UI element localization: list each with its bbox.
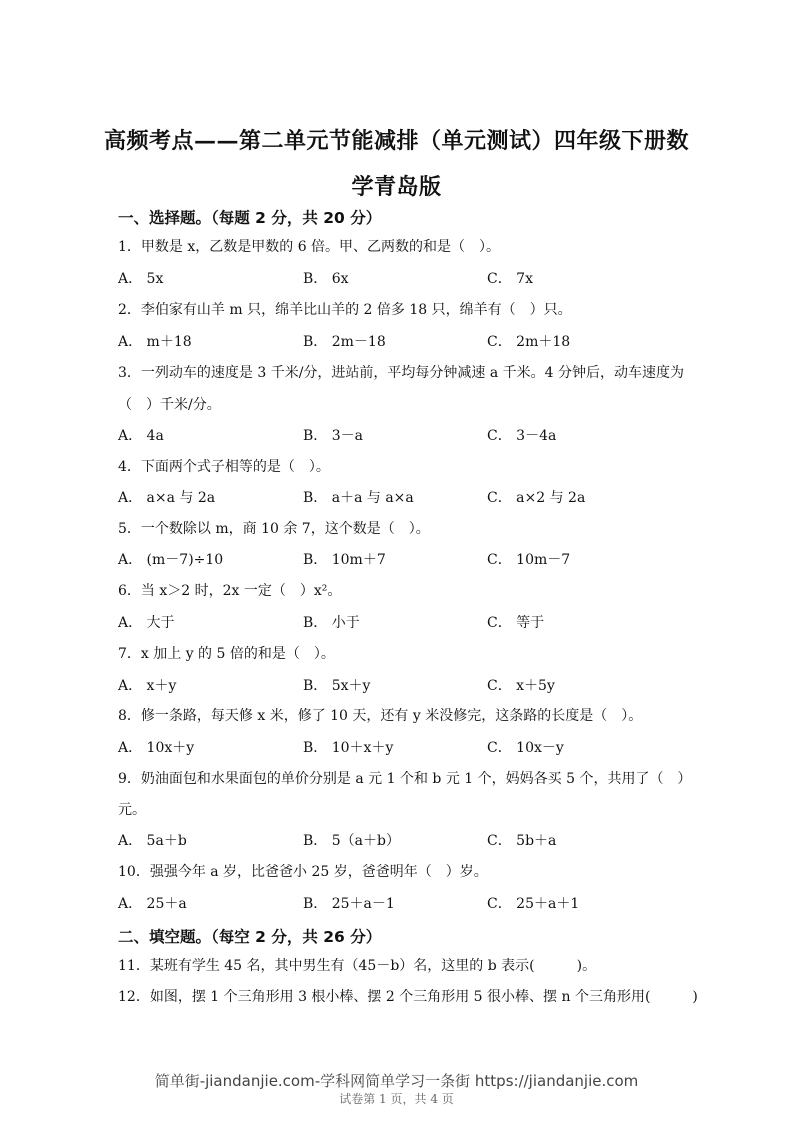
question-5-option-c: C． 10m－7 [487, 552, 571, 568]
question-9-option-b: B． 5（a＋b） [303, 833, 400, 849]
question-9-option-a: A． 5a＋b [118, 833, 187, 849]
question-1-option-c: C． 7x [487, 271, 533, 287]
question-3-continued: （ ）千米/分。 [118, 397, 221, 413]
question-1-option-b: B． 6x [303, 271, 349, 287]
question-1-option-a: A． 5x [118, 271, 164, 287]
question-9-continued: 元。 [118, 802, 146, 818]
question-4-option-a: A． a×a 与 2a [118, 490, 216, 506]
question-3: 3．一列动车的速度是 3 千米/分，进站前，平均每分钟减速 a 千米。4 分钟后，动车速度为 [118, 365, 685, 381]
question-10-option-c: C． 25＋a＋1 [487, 896, 580, 912]
question-8: 8．修一条路，每天修 x 米，修了 10 天，还有 y 米没修完，这条路的长度是（ ）。 [118, 708, 643, 724]
question-7: 7．x 加上 y 的 5 倍的和是（ ）。 [118, 646, 335, 662]
question-4-option-b: B． a＋a 与 a×a [303, 490, 414, 506]
question-6: 6．当 x＞2 时，2x 一定（ ）x²。 [118, 583, 342, 599]
footer-page-number: 试卷第 1 页，共 4 页 [339, 1092, 454, 1106]
question-6-option-c: C． 等于 [487, 615, 545, 631]
question-5-option-b: B． 10m＋7 [303, 552, 386, 568]
page-title-line2: 学青岛版 [351, 174, 442, 200]
page-title-line1: 高频考点——第二单元节能减排（单元测试）四年级下册数 [103, 128, 689, 154]
section-heading-fill-blank: 二、填空题。（每空 2 分，共 26 分） [118, 928, 382, 946]
question-7-option-b: B． 5x＋y [303, 678, 371, 694]
question-7-option-a: A． x＋y [118, 678, 177, 694]
question-6-option-b: B． 小于 [303, 615, 360, 631]
question-6-option-a: A． 大于 [118, 615, 175, 631]
footer-watermark: 简单街-jiandanjie.com-学科网简单学习一条街 https://jiandanjie.com [154, 1072, 639, 1090]
question-2: 2．李伯家有山羊 m 只，绵羊比山羊的 2 倍多 18 只，绵羊有（ ）只。 [118, 302, 572, 318]
question-8-option-a: A． 10x＋y [118, 740, 195, 756]
question-5-option-a: A． (m－7)÷10 [118, 552, 224, 568]
question-7-option-c: C． x＋5y [487, 678, 555, 694]
question-10: 10．强强今年 a 岁，比爸爸小 25 岁，爸爸明年（ ）岁。 [118, 864, 488, 880]
question-11: 11．某班有学生 45 名，其中男生有（45－b）名，这里的 b 表示( )。 [118, 958, 597, 974]
question-1: 1．甲数是 x，乙数是甲数的 6 倍。甲、乙两数的和是（ ）。 [118, 239, 501, 255]
section-heading-choice: 一、选择题。（每题 2 分，共 20 分） [118, 209, 382, 227]
question-3-option-c: C． 3－4a [487, 428, 557, 444]
question-2-option-c: C． 2m＋18 [487, 334, 571, 350]
question-9-option-c: C． 5b＋a [487, 833, 557, 849]
question-3-option-a: A． 4a [118, 428, 164, 444]
question-4: 4．下面两个式子相等的是（ ）。 [118, 459, 330, 475]
question-5: 5．一个数除以 m，商 10 余 7，这个数是（ ）。 [118, 521, 430, 537]
question-12: 12．如图，摆 1 个三角形用 3 根小棒、摆 2 个三角形用 5 很小棒、摆 n 个三角形用( ) [118, 989, 698, 1005]
question-8-option-c: C． 10x－y [487, 740, 564, 756]
question-8-option-b: B． 10＋x＋y [303, 740, 394, 756]
question-2-option-b: B． 2m－18 [303, 334, 386, 350]
question-9: 9．奶油面包和水果面包的单价分别是 a 元 1 个和 b 元 1 个，妈妈各买 5 个，共用了（ ） [118, 771, 692, 787]
question-10-option-a: A． 25＋a [118, 896, 187, 912]
question-2-option-a: A． m＋18 [118, 334, 192, 350]
question-3-option-b: B． 3－a [303, 428, 363, 444]
question-10-option-b: B． 25＋a－1 [303, 896, 395, 912]
question-4-option-c: C． a×2 与 2a [487, 490, 586, 506]
